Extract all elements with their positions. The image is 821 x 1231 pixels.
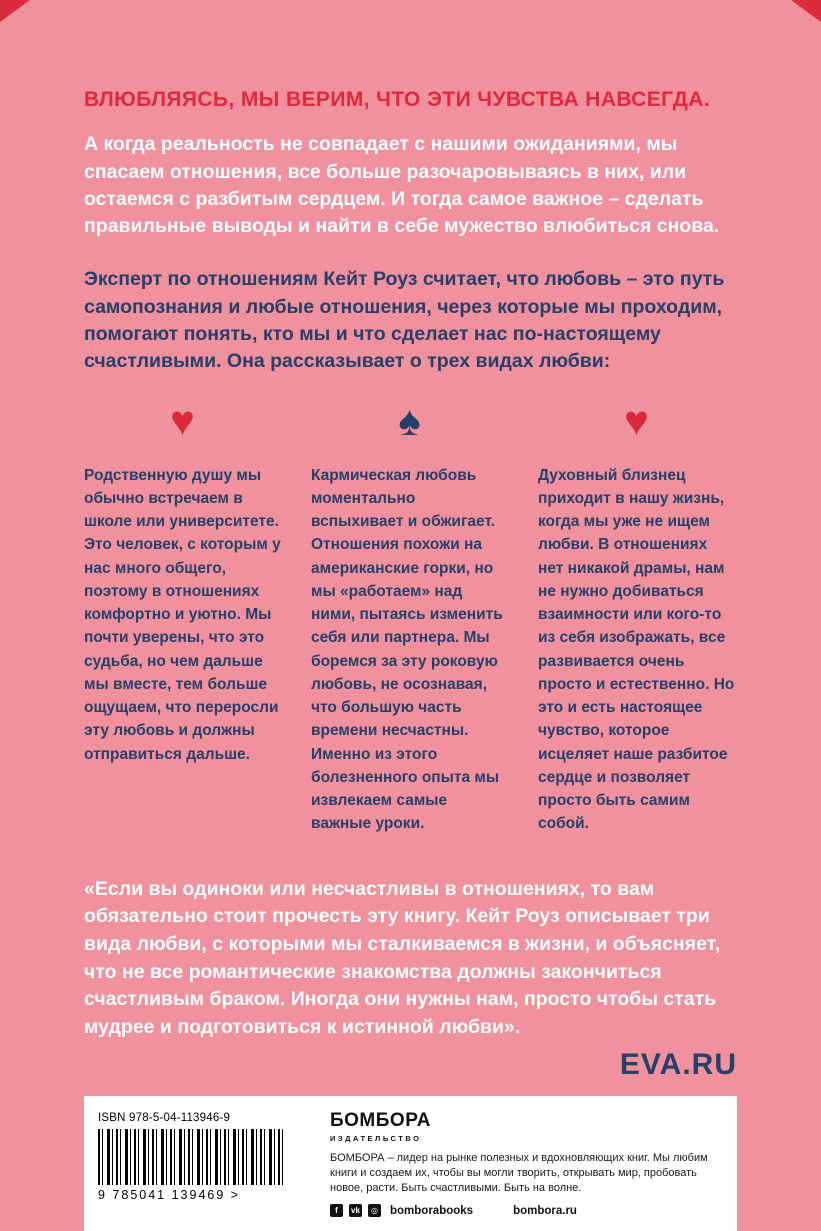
barcode <box>98 1129 284 1185</box>
publisher-box <box>84 1096 737 1231</box>
column-twin-flame <box>538 396 735 836</box>
cover-corner-decoration-right <box>791 0 821 22</box>
social-row <box>330 1204 719 1217</box>
instagram-icon: ◎ <box>368 1204 381 1217</box>
column-karmic-text: Кармическая любовь моментально вспыхивает и обжигает. Отношения похожи на американские горки, но мы «работаем» над ними, пытаясь изменить себя или партнера. Мы боремся за эту роковую любовь, не осознавая, что большую часть времени несчастны. Именно из этого болезненного опыта мы извлекаем самые важные уроки. <box>311 466 503 833</box>
intro-paragraph: А когда реальность не совпадает с нашими ожиданиями, мы спасаем отношения, все больше разочаровываясь в них, или остаемся с разбитым сердцем. И тогда самое важное – сделать правильные выводы и найти в себе мужество влюбиться снова. <box>84 133 720 238</box>
publisher-website: bombora.ru <box>513 1204 577 1217</box>
facebook-icon: f <box>330 1204 343 1217</box>
heart-icon: ♥ <box>624 396 649 444</box>
review-quote: «Если вы одиноки или несчастливы в отношениях, то вам обязательно стоит прочесть эту книгу. Кейт Роуз описывает три вида любви, с которыми мы сталкиваемся в жизни, и объясняет, что не все романтические знакомства должны закончиться счастливым браком. Иногда они нужны нам, просто чтобы стать мудрее и подготовиться к истинной любви». <box>84 877 721 1039</box>
isbn-text: ISBN 978-5-04-113946-9 <box>98 1111 231 1124</box>
column-karmic <box>311 396 508 836</box>
heart-icon: ♥ <box>170 396 195 444</box>
love-types-columns <box>84 396 737 836</box>
cover-headline: ВЛЮБЛЯЯСЬ, МЫ ВЕРИМ, ЧТО ЭТИ ЧУВСТВА НАВСЕГДА. <box>84 88 711 111</box>
social-handle: bomborabooks <box>390 1204 474 1217</box>
column-twin-flame-text: Духовный близнец приходит в нашу жизнь, когда мы уже не ищем любви. В отношениях нет никакой драмы, нам не нужно добиваться взаимности или кого-то из себя изображать, все развивается очень просто и естественно. Но это и есть настоящее чувство, которое исцеляет наше разбитое сердце и позволяет просто быть самим собой. <box>538 466 735 833</box>
column-soulmate <box>84 396 281 836</box>
cover-corner-decoration-left <box>0 0 30 22</box>
publisher-name: БОМБОРА <box>330 1109 431 1131</box>
publisher-type: ИЗДАТЕЛЬСТВО <box>330 1133 422 1143</box>
vk-icon: vk <box>349 1204 362 1217</box>
barcode-section <box>98 1110 306 1218</box>
column-soulmate-text: Родственную душу мы обычно встречаем в школе или университете. Это человек, с которым у нас много общего, поэтому в отношениях комфортно и уютно. Мы почти уверены, что это судьба, но чем дальше мы вместе, тем больше ощущаем, что переросли эту любовь и должны отправиться дальше. <box>84 466 281 763</box>
barcode-digits: 9 785041 139469 > <box>98 1187 241 1202</box>
publisher-description: БОМБОРА – лидер на рынке полезных и вдохновляющих книг. Мы любим книги и создаем их, чтобы вы могли творить, открывать мир, пробовать новое, расти. Быть счастливыми. Быть на волне. <box>330 1151 708 1195</box>
publisher-info <box>330 1110 719 1218</box>
expert-paragraph: Эксперт по отношениям Кейт Роуз считает, что любовь – это путь самопознания и любые отношения, через которые мы проходим, помогают понять, кто мы и что сделает нас по-настоящему счастливыми. Она рассказывает о трех видах любви: <box>84 268 725 373</box>
spade-icon: ♠ <box>398 396 421 444</box>
review-attribution: EVA.RU <box>619 1047 737 1081</box>
